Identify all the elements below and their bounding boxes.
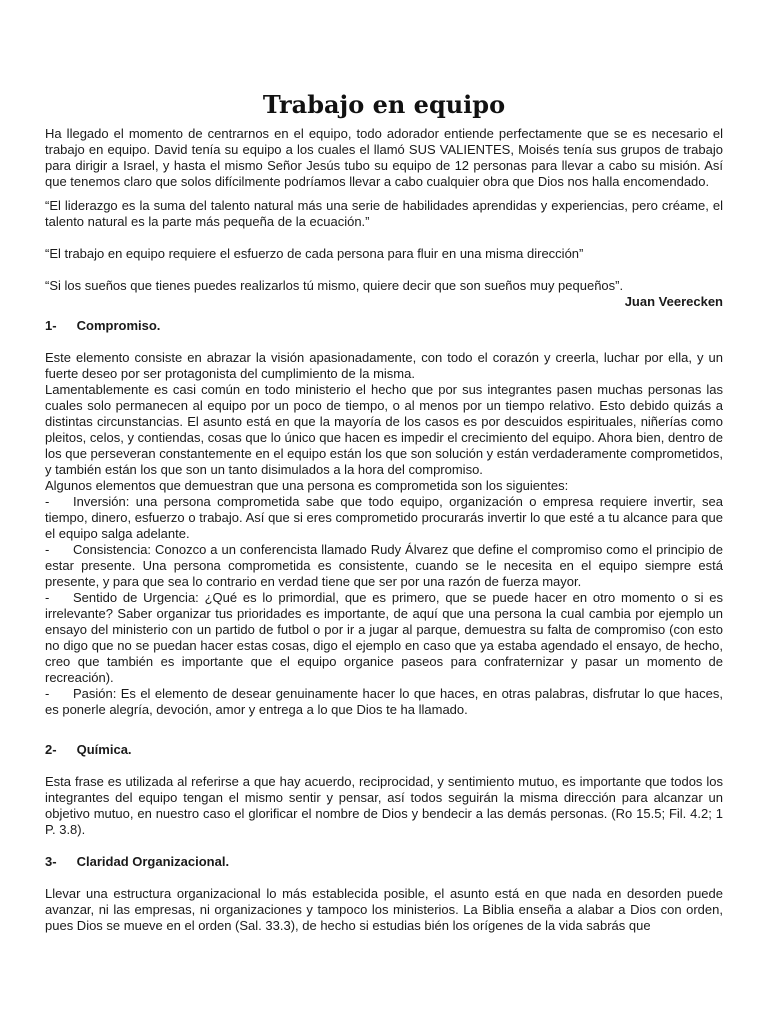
section-title: Química. (76, 742, 132, 757)
section-number: 3- (45, 854, 57, 869)
section-heading-claridad (45, 854, 723, 870)
list-bullet: - (45, 686, 50, 701)
intro-paragraph: Ha llegado el momento de centrarnos en el equipo, todo adorador entiende perfectamente que se es necesario el trabajo en equipo. David tenía su equipo a los cuales el llamó SUS VALIENTES, Moisés tenía sus grupos de trabajo para dirigir a Israel, y hasta el mismo Señor Jesús tubo su equipo de 12 personas para llevar a cabo su misión. Así que tenemos claro que solos difícilmente podríamos llevar a cabo cualquier obra que Dios nos halla encomendado. (45, 126, 723, 189)
section-number: 1- (45, 318, 57, 333)
compromiso-paragraph-1: Este elemento consiste en abrazar la visión apasionadamente, con todo el corazón y creerla, luchar por ella, y un fuerte deseo por ser protagonista del cumplimiento de la misma. (45, 350, 723, 381)
section-title: Compromiso. (76, 318, 161, 333)
list-bullet: - (45, 494, 50, 509)
quote-3: “Si los sueños que tienes puedes realizarlos tú mismo, quiere decir que son sueños muy pequeños”. (45, 278, 624, 293)
compromiso-paragraph-2: Lamentablemente es casi común en todo ministerio el hecho que por sus integrantes pasen muchas personas las cuales solo permanecen al equipo por un poco de tiempo, o al menos por un tiempo relativo. Esto debido quizás a distintas circunstancias. El asunto está en que la mayoría de los casos es por descuidos espirituales, niñerías como pleitos, celos, y contiendas, cosas que lo único que hacen es impedir el crecimiento del equipo. Ahora bien, dentro de los que perseveran constantemente en el equipo están los que son solución y están verdaderamente comprometidos, y también están los que son un tanto disimulados a la hora del compromiso. (45, 382, 723, 477)
quote-2: “El trabajo en equipo requiere el esfuerzo de cada persona para fluir en una misma dirección” (45, 246, 584, 261)
list-item-text: Consistencia: Conozco a un conferencista llamado Rudy Álvarez que define el compromiso como el principio de estar presente. Una persona comprometida es consistente, cuando se le necesita en el equipo siempre está presente, y para que sea lo contrario en verdad tiene que ser por una razón de fuerza mayor. (45, 542, 723, 589)
section-heading-quimica (45, 742, 723, 758)
list-item-text: Sentido de Urgencia: ¿Qué es lo primordial, que es primero, que se puede hacer en otro momento o si es irrelevante? Saber organizar tus prioridades es importante, de aquí que una persona la cual cambia por ejemplo un ensayo del ministerio con un partido de futbol o por ir a jugar al parque, demuestra su falta de compromiso (con esto no digo que no se puedan hacer estas cosas, digo el ejemplo en caso que ya estaba agendado el ensayo, de hecho, creo que también es importante que el equipo organice paseos para confraternizar y pasar un momento de recreación). (45, 590, 723, 685)
section-number: 2- (45, 742, 57, 757)
list-item-inversion (45, 494, 723, 542)
list-bullet: - (45, 590, 50, 605)
compromiso-paragraph-3: Algunos elementos que demuestran que una persona es comprometida son los siguientes: (45, 478, 569, 493)
claridad-paragraph: Llevar una estructura organizacional lo más establecida posible, el asunto está en que nada en desorden puede avanzar, ni las empresas, ni organizaciones y tampoco los ministerios. La Biblia enseña a alabar a Dios con orden, pues Dios se mueve en el orden (Sal. 33.3), de hecho si estudias bién los orígenes de la vida sabrás que (45, 886, 723, 933)
list-item-pasion (45, 686, 723, 718)
document-title: Trabajo en equipo (262, 90, 506, 119)
section-heading-compromiso (45, 318, 723, 334)
list-item-text: Pasión: Es el elemento de desear genuinamente hacer lo que haces, en otras palabras, disfrutar lo que haces, es ponerle alegría, devoción, amor y entrega a lo que Dios te ha llamado. (45, 686, 723, 717)
list-item-consistencia (45, 542, 723, 590)
quimica-paragraph: Esta frase es utilizada al referirse a que hay acuerdo, reciprocidad, y sentimiento mutuo, es importante que todos los integrantes del equipo tengan el mismo sentir y pensar, así todos seguirán la misma dirección para alcanzar un objetivo mutuo, en nuestro caso el glorificar el nombre de Dios y bendecir a las demás personas. (Ro 15.5; Fil. 4.2; 1 P. 3.8). (45, 774, 723, 837)
section-title: Claridad Organizacional. (76, 854, 230, 869)
list-item-text: Inversión: una persona comprometida sabe que todo equipo, organización o empresa requiere invertir, sea tiempo, dinero, esfuerzo o trabajo. Así que si eres comprometido procurarás invertir lo que esté a tu alcance para que el equipo salga adelante. (45, 494, 723, 541)
list-item-urgencia (45, 590, 723, 686)
list-bullet: - (45, 542, 50, 557)
quote-1: “El liderazgo es la suma del talento natural más una serie de habilidades aprendidas y experiencias, pero créame, el talento natural es la parte más pequeña de la ecuación.” (45, 198, 723, 229)
quote-author: Juan Veerecken (624, 294, 723, 309)
